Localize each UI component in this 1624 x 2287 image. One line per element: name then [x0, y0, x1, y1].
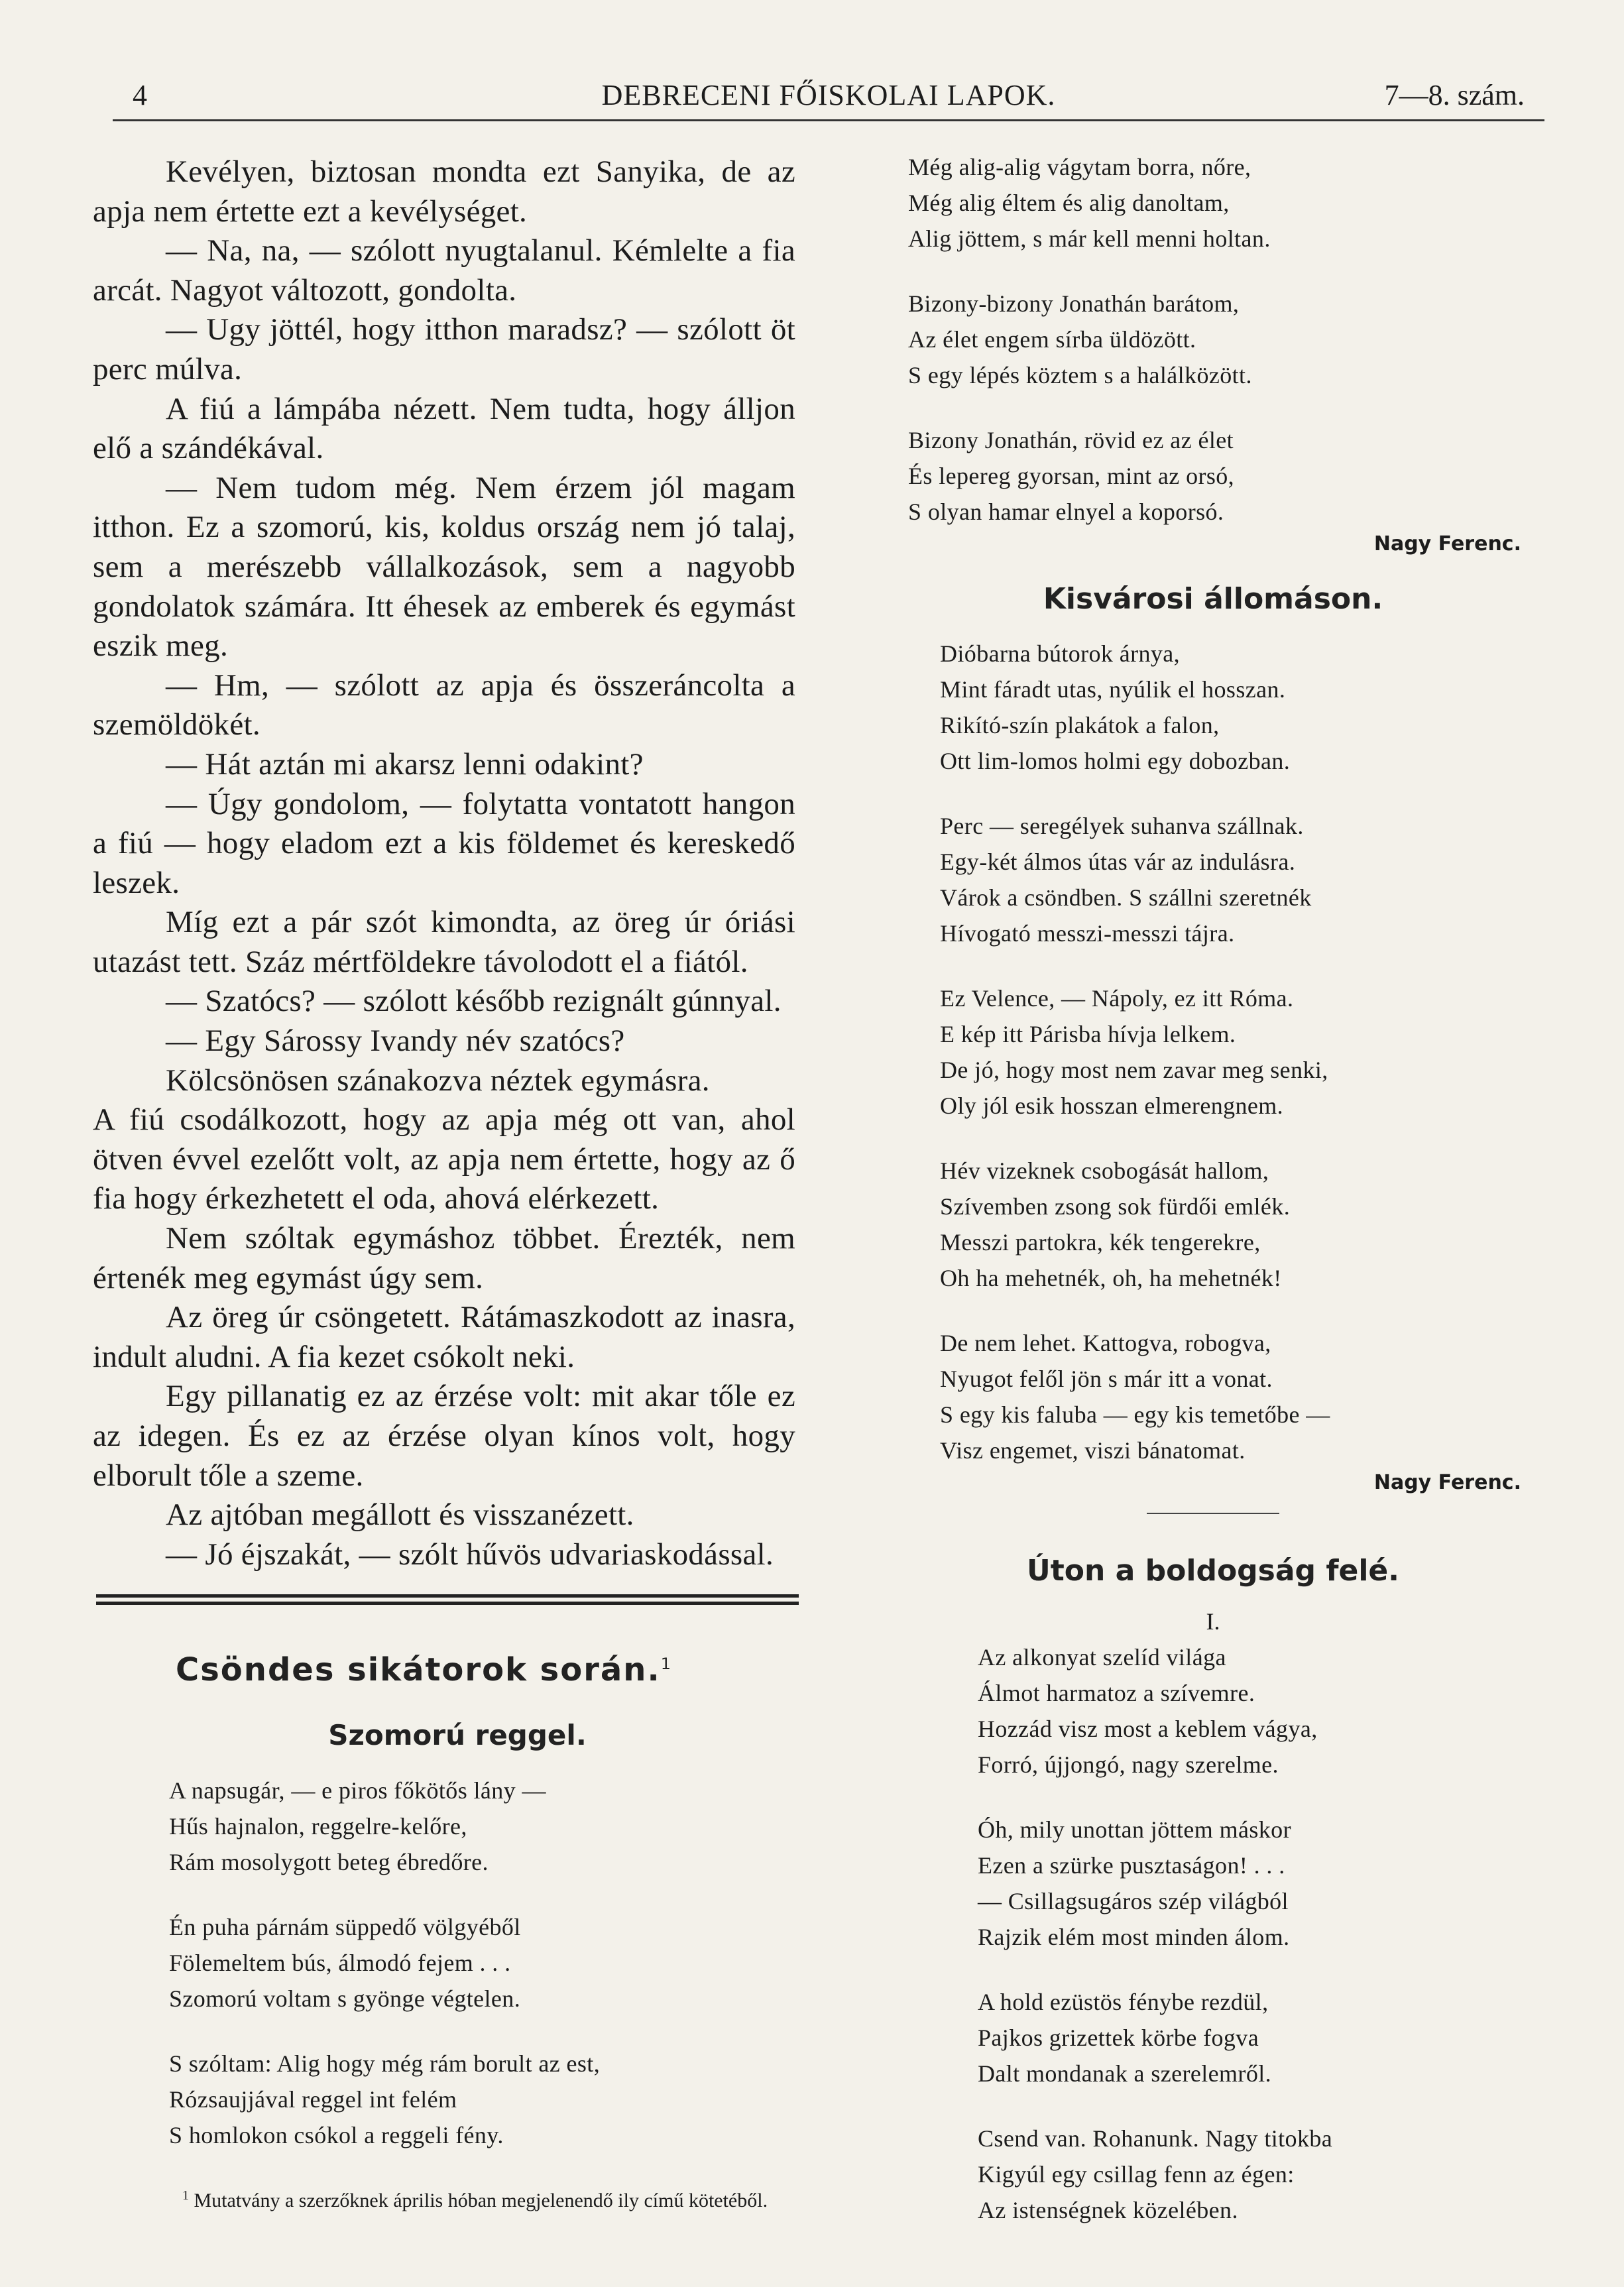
footnote: $^1$ Mutatvány a szerzőknek április hóban megjelenendő ily című kötetéből. — [182, 2188, 768, 2212]
story-paragraph: Egy pillanatig ez az érzése volt: mit akar tőle ez az idegen. És ez az érzése olyan kínos volt, hogy elborult tőle a szeme. — [93, 1379, 795, 1493]
poem-line: A napsugár, — e piros főkötős lány — — [169, 1777, 546, 1804]
poem-line: S homlokon csókol a reggeli fény. — [169, 2122, 504, 2149]
csondes-title: Csöndes sikátorok során.$^1$ — [176, 1651, 672, 1689]
story-text — [93, 152, 795, 1574]
poem-line: Az istenségnek közelében. — [978, 2197, 1238, 2223]
poem-line: Mint fáradt utas, nyúlik el hosszan. — [940, 676, 1286, 703]
poem-line: Egy-két álmos útas vár az indulásra. — [940, 849, 1296, 875]
poem-line: Az élet engem sírba üldözött. — [908, 326, 1196, 353]
short-rule — [1147, 1513, 1279, 1514]
part-number: I. — [1206, 1608, 1220, 1635]
stanza — [908, 422, 1544, 530]
poem-line: Ezen a szürke pusztaságon! . . . — [978, 1852, 1285, 1879]
poem-line: Forró, újjongó, nagy szerelme. — [978, 1751, 1279, 1778]
stanza — [908, 149, 1544, 257]
poem-line: S egy lépés köztem s a halálközött. — [908, 362, 1252, 388]
poem-line: Hozzád visz most a keblem vágya, — [978, 1716, 1318, 1742]
story-paragraph: — Na, na, — szólott nyugtalanul. Kémlelte a fia arcát. Nagyot változott, gondolta. — [93, 233, 795, 308]
story-paragraph: Míg ezt a pár szót kimondta, az öreg úr óriási utazást tett. Száz mértföldekre távolodott el a fiától. — [93, 905, 795, 979]
issue-number: 7—8. szám. — [1384, 79, 1525, 111]
poem-line: Rám mosolygott beteg ébredőre. — [169, 1849, 489, 1876]
stanza — [978, 1639, 1544, 1783]
poem-line: Visz engemet, viszi bánatomat. — [940, 1437, 1246, 1464]
stanza — [169, 1773, 795, 1880]
stanza — [169, 1909, 795, 2017]
poem-line: Szívemben zsong sok fürdői emlék. — [940, 1193, 1291, 1220]
stanza — [940, 1325, 1544, 1468]
masthead: DEBRECENI FŐISKOLAI LAPOK. — [601, 79, 1056, 111]
story-paragraph: — Ugy jöttél, hogy itthon maradsz? — szólott öt perc múlva. — [93, 312, 795, 386]
poem-line: A hold ezüstös fénybe rezdül, — [978, 1989, 1269, 2015]
poem-line: Én puha párnám süppedő völgyéből — [169, 1914, 521, 1941]
stanza — [940, 980, 1544, 1124]
right-column — [882, 149, 1544, 2257]
poem-line: Az alkonyat szelíd világa — [978, 1644, 1226, 1671]
story-paragraph: — Jó éjszakát, — szólt hűvös udvariaskodással. — [166, 1537, 774, 1572]
poem-line: Hívogató messzi-messzi tájra. — [940, 920, 1235, 947]
page-header — [113, 66, 1544, 121]
kisvarosi-poem — [940, 636, 1544, 1468]
story-paragraph: Az ajtóban megállott és visszanézett. — [166, 1497, 634, 1533]
poem-line: Nyugot felől jön s már itt a vonat. — [940, 1366, 1273, 1392]
poem-line: De nem lehet. Kattogva, robogva, — [940, 1330, 1271, 1356]
story-paragraph: Az öreg úr csöngetett. Rátámaszkodott az inasra, indult aludni. A fia kezet csókolt neki. — [93, 1300, 795, 1374]
story-paragraph: — Nem tudom még. Nem érzem jól magam itthon. Ez a szomorú, kis, koldus ország nem jó talaj, sem a merészebb vállalkozások, sem a nagyobb gondolatok számára. Itt éhesek az emberek és egymást eszik meg. — [93, 470, 795, 664]
poem-line: Rikító-szín plakátok a falon, — [940, 712, 1220, 738]
poem-line: Alig jöttem, s már kell menni holtan. — [908, 225, 1271, 252]
poem-line: Hűs hajnalon, reggelre-kelőre, — [169, 1813, 467, 1840]
poem-line: Dalt mondanak a szerelemről. — [978, 2060, 1272, 2087]
poem-line: Óh, mily unottan jöttem máskor — [978, 1816, 1291, 1843]
stanza — [940, 1153, 1544, 1296]
uton-title: Úton a boldogság felé. — [1027, 1554, 1399, 1588]
story-paragraph: — Hm, — szólott az apja és összeráncolta a szemöldökét. — [93, 668, 795, 742]
poem-line: Szomorú voltam s gyönge végtelen. — [169, 1985, 521, 2013]
stanza — [940, 636, 1544, 779]
signature-top: Nagy Ferenc. — [1373, 532, 1521, 556]
story-paragraph: A fiú a lámpába nézett. Nem tudta, hogy álljon elő a szándékával. — [93, 391, 795, 466]
poem-line: Oly jól esik hosszan elmerengnem. — [940, 1092, 1284, 1119]
uton-poem — [978, 1639, 1544, 2228]
poem-line: Álmot harmatoz a szívemre. — [978, 1680, 1255, 1706]
stanza — [908, 286, 1544, 393]
poem-line: S szóltam: Alig hogy még rám borult az est, — [169, 2050, 601, 2078]
top-poem — [908, 149, 1544, 530]
poem-line: E kép itt Párisba hívja lelkem. — [940, 1021, 1236, 1047]
poem-line: Ott lim-lomos holmi egy dobozban. — [940, 748, 1291, 774]
poem-line: Fölemeltem bús, álmodó fejem . . . — [169, 1950, 511, 1977]
kisvarosi-title: Kisvárosi állomáson. — [1043, 582, 1383, 616]
poem-line: Perc — seregélyek suhanva szállnak. — [940, 813, 1304, 839]
poem-line: Várok a csöndben. S szállni szeretnék — [940, 884, 1312, 911]
story-paragraph: — Úgy gondolom, — folytatta vontatott hangon a fiú — hogy eladom ezt a kis földemet és kereskedő leszek. — [93, 786, 795, 900]
poem-line: Messzi partokra, kék tengerekre, — [940, 1229, 1261, 1256]
stanza — [940, 808, 1544, 951]
stanza — [978, 1984, 1544, 2091]
poem-line: Dióbarna bútorok árnya, — [940, 640, 1181, 667]
stanza — [169, 2046, 795, 2153]
poem-line: Rajzik elém most minden álom. — [978, 1924, 1290, 1950]
story-paragraph: Kölcsönösen szánakozva néztek egymásra. — [166, 1063, 710, 1098]
poem-line: Még alig éltem és alig danoltam, — [908, 190, 1230, 216]
poem-line: Kigyúl egy csillag fenn az égen: — [978, 2161, 1295, 2188]
stanza — [978, 2121, 1544, 2228]
story-paragraph: Kevélyen, biztosan mondta ezt Sanyika, de az apja nem értette ezt a kevélységet. — [93, 154, 795, 229]
poem-line: Ez Velence, — Nápoly, ez itt Róma. — [940, 985, 1294, 1012]
poem-line: S olyan hamar elnyel a koporsó. — [908, 498, 1224, 525]
double-rule — [96, 1594, 799, 1605]
poem-line: Rózsaujjával reggel int felém — [169, 2086, 457, 2113]
page-number: 4 — [133, 79, 147, 111]
csondes-subtitle: Szomorú reggel. — [328, 1719, 587, 1752]
poem-line: Még alig-alig vágytam borra, nőre, — [908, 154, 1251, 180]
poem-line: — Csillagsugáros szép világból — [978, 1888, 1289, 1914]
story-paragraph: A fiú csodálkozott, hogy az apja még ott van, ahol ötven évvel ezelőtt volt, az apja nem értette, hogy az ő fia hogy érkezhetett el oda, ahová elérkezett. — [93, 1102, 795, 1216]
story-paragraph: — Szatócs? — szólott később rezignált gúnnyal. — [166, 984, 782, 1019]
poem-line: Csend van. Rohanunk. Nagy titokba — [978, 2125, 1333, 2152]
story-paragraph: — Egy Sárossy Ivandy név szatócs? — [166, 1024, 625, 1059]
signature-kisvarosi: Nagy Ferenc. — [1373, 1471, 1521, 1494]
poem-line: Oh ha mehetnék, oh, ha mehetnék! — [940, 1265, 1282, 1291]
poem-line: Pajkos grizettek körbe fogva — [978, 2024, 1259, 2051]
story-paragraph: — Hát aztán mi akarsz lenni odakint? — [166, 746, 644, 782]
csondes-poem — [169, 1773, 795, 2153]
left-column — [93, 152, 795, 2214]
stanza — [978, 1812, 1544, 1955]
poem-line: Bizony-bizony Jonathán barátom, — [908, 290, 1240, 317]
poem-line: S egy kis faluba — egy kis temetőbe — — [940, 1401, 1330, 1428]
poem-line: Bizony Jonathán, rövid ez az élet — [908, 427, 1234, 453]
poem-line: Hév vizeknek csobogását hallom, — [940, 1157, 1269, 1184]
story-paragraph: Nem szóltak egymáshoz többet. Érezték, nem értenék meg egymást úgy sem. — [93, 1221, 795, 1295]
poem-line: És lepereg gyorsan, mint az orsó, — [908, 463, 1235, 489]
poem-line: De jó, hogy most nem zavar meg senki, — [940, 1057, 1328, 1083]
